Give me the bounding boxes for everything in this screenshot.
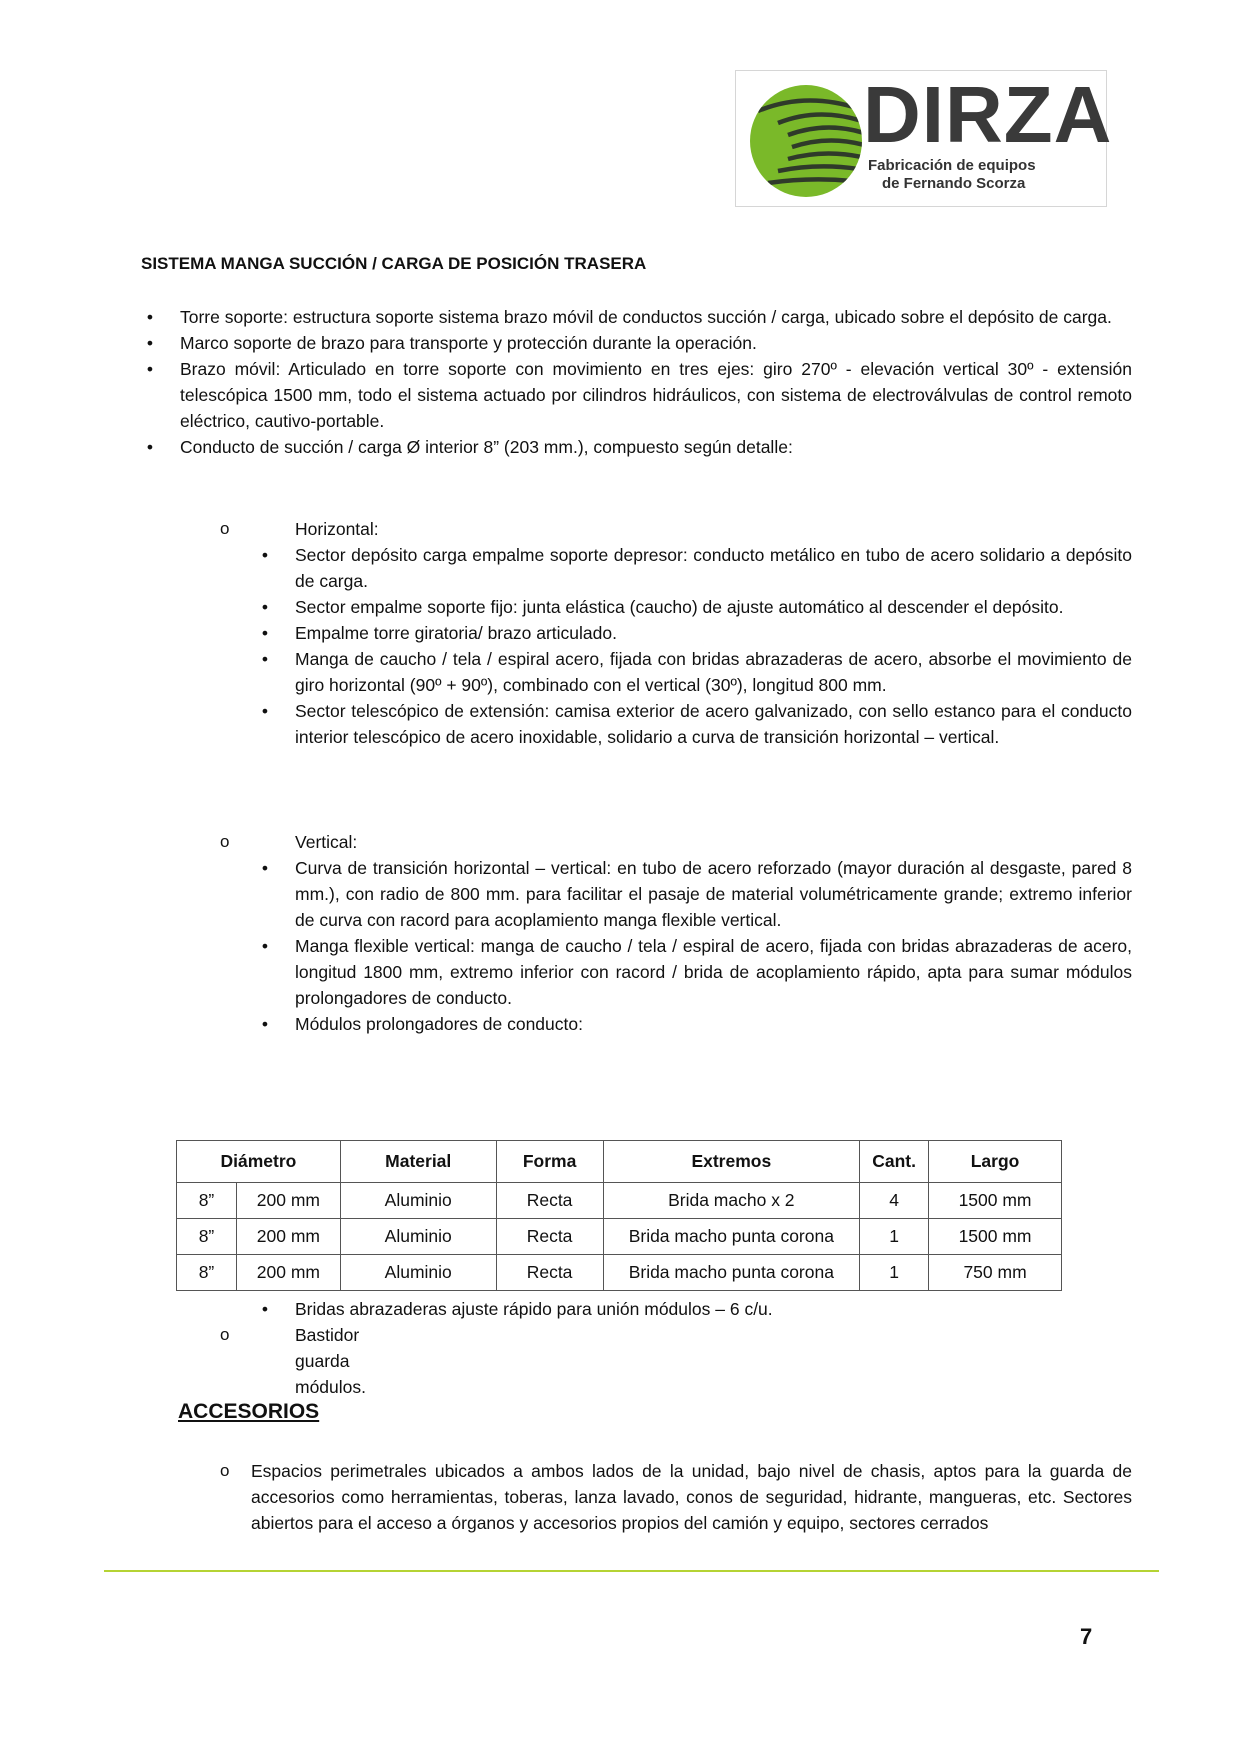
table-cell: 200 mm — [236, 1183, 340, 1219]
table-cell: 1500 mm — [929, 1183, 1062, 1219]
main-bullet-list — [146, 304, 1132, 460]
column-header: Diámetro — [177, 1141, 341, 1183]
list-item: • Conducto de succión / carga Ø interior 8” (203 mm.), compuesto según detalle: — [146, 437, 793, 457]
table-cell: Recta — [496, 1255, 603, 1291]
table-row — [177, 1183, 1062, 1219]
column-header: Cant. — [860, 1141, 929, 1183]
table-cell: Brida macho x 2 — [603, 1183, 860, 1219]
table-cell: 8” — [177, 1183, 237, 1219]
table-cell: Recta — [496, 1219, 603, 1255]
page-number: 7 — [1080, 1624, 1093, 1649]
horizontal-label: Horizontal: — [295, 519, 379, 539]
table-cell: Brida macho punta corona — [603, 1255, 860, 1291]
column-header: Largo — [929, 1141, 1062, 1183]
table-cell: 200 mm — [236, 1219, 340, 1255]
accesorios-title: ACCESORIOS — [178, 1400, 320, 1423]
table-cell: 4 — [860, 1183, 929, 1219]
table-cell: 1500 mm — [929, 1219, 1062, 1255]
list-item: • Curva de transición horizontal – vertical: en tubo de acero reforzado (mayor duración al desgaste, pared 8 mm.), con radio de 800 mm. para facilitar el pasaje de material volumétricamente grande; extremo inferior de curva con racord para acoplamiento manga flexible vertical. — [261, 858, 1132, 930]
logo-tagline-2: de Fernando Scorza — [882, 175, 1026, 192]
table-cell: 200 mm — [236, 1255, 340, 1291]
vertical-bullet-list — [261, 855, 1132, 1037]
table-cell: 1 — [860, 1219, 929, 1255]
vertical-label: Vertical: — [295, 832, 358, 852]
logo-tagline-1: Fabricación de equipos — [868, 157, 1036, 174]
footer-divider — [104, 1570, 1159, 1572]
after-table-bullet-list — [261, 1296, 1132, 1322]
list-item: • Sector telescópico de extensión: camisa exterior de acero galvanizado, con sello estanco para el conducto interior telescópico de acero inoxidable, solidario a curva de transición horizontal – vertical. — [261, 701, 1132, 747]
list-item: • Manga de caucho / tela / espiral acero, fijada con bridas abrazaderas de acero, absorbe el movimiento de giro horizontal (90º + 90º), combinado con el vertical (30º), longitud 800 mm. — [261, 649, 1132, 695]
list-item: • Módulos prolongadores de conducto: — [261, 1014, 583, 1034]
extension-modules-table — [176, 1140, 1062, 1291]
table-cell: Recta — [496, 1183, 603, 1219]
table-row — [177, 1255, 1062, 1291]
table-cell: Brida macho punta corona — [603, 1219, 860, 1255]
table-header-row — [177, 1141, 1062, 1183]
column-header: Material — [340, 1141, 496, 1183]
list-item: • Sector depósito carga empalme soporte depresor: conducto metálico en tubo de acero solidario a depósito de carga. — [261, 545, 1132, 591]
table-cell: Aluminio — [340, 1255, 496, 1291]
table-cell: 8” — [177, 1255, 237, 1291]
list-item: • Sector empalme soporte fijo: junta elástica (caucho) de ajuste automático al descender el depósito. — [261, 597, 1064, 617]
list-item: • Torre soporte: estructura soporte sistema brazo móvil de conductos succión / carga, ubicado sobre el depósito de carga. — [146, 307, 1112, 327]
horizontal-bullet-list — [261, 542, 1132, 750]
logo-globe-icon — [748, 83, 864, 199]
table-cell: 750 mm — [929, 1255, 1062, 1291]
table-row — [177, 1219, 1062, 1255]
company-logo — [735, 70, 1113, 207]
column-header: Extremos — [603, 1141, 860, 1183]
list-item: • Bridas abrazaderas ajuste rápido para unión módulos – 6 c/u. — [261, 1299, 773, 1319]
table-cell: Aluminio — [340, 1219, 496, 1255]
section-title: SISTEMA MANGA SUCCIÓN / CARGA DE POSICIÓN TRASERA — [141, 254, 647, 273]
table-cell: 1 — [860, 1255, 929, 1291]
list-item: • Manga flexible vertical: manga de caucho / tela / espiral de acero, fijada con bridas abrazaderas de acero, longitud 1800 mm, extremo inferior con racord / brida de acoplamiento rápido, apta para sumar módulos prolongadores de conducto. — [261, 936, 1132, 1008]
list-item: • Brazo móvil: Articulado en torre soporte con movimiento en tres ejes: giro 270º - elevación vertical 30º - extensión telescópica 1500 mm, todo el sistema actuado por cilindros hidráulicos, con sistema de electroválvulas de control remoto eléctrico, cautivo-portable. — [146, 359, 1132, 431]
list-item: • Marco soporte de brazo para transporte y protección durante la operación. — [146, 333, 757, 353]
table-cell: 8” — [177, 1219, 237, 1255]
logo-brand-name: DIRZA — [863, 70, 1113, 159]
accesorios-text: Espacios perimetrales ubicados a ambos lados de la unidad, bajo nivel de chasis, aptos para la guarda de accesorios como herramientas, toberas, lanza lavado, conos de seguridad, hidrante, mangueras, etc. Sectores abiertos para el acceso a órganos y accesorios propios del camión y equipo, sectores cerrados — [251, 1461, 1132, 1533]
table-cell: Aluminio — [340, 1183, 496, 1219]
document-page: DIRZA Fabricación de equipos de Fernando Scorza SISTEMA MANGA SUCCIÓN / CARGA DE POSICIÓN TRASERA • Torre soporte: estructura soporte sistema brazo móvil de conductos succión / carga, ubicado sobre el depósito de carga. • Marco soporte de brazo para transporte y protección durante la operación. • Brazo móvil: Articulado en torre soporte con movimiento en tres ejes: giro 270º - elevación vertical 30º - extensión telescópica 1500 mm, todo el sistema actuado por cilindros hidráulicos, con sistema de electroválvulas de control remoto eléctrico, cautivo-portable. • Conducto de succión / carga Ø interior 8” (203 mm.), compuesto según detalle: o Horizontal: • Sector depósito carga empalme soporte depresor: conducto metálico en tubo de acero solidario a depósito de carga. • Sector empalme soporte fijo: junta elástica (caucho) de ajuste automático al descender el depósito. • Empalme torre giratoria/ brazo articulado. • Manga de caucho / tela / espiral acero, fijada con bridas abrazaderas de acero, absorbe el movimiento de giro horizontal (90º + 90º), combinado con el vertical (30º), longitud 800 mm. • Sector telescópico de extensión: camisa exterior de acero galvanizado, con sello estanco para el conducto interior telescópico de acero inoxidable, solidario a curva de transición horizontal – vertical. o Vertical: • Curva de transición horizontal – vertical: en tubo de acero reforzado (mayor duración al desgaste, pared 8 mm.), con radio de 800 mm. para facilitar el pasaje de material volumétricamente grande; extremo inferior de curva con racord para acoplamiento manga flexible vertical. • Manga flexible vertical: manga de caucho / tela / espiral de acero, fijada con bridas abrazaderas de acero, longitud 1800 mm, extremo inferior con racord / brida de acoplamiento rápido, apta para sumar módulos prolongadores de conducto. • Módulos prolongadores de conducto: Diámetro Material Forma Extremos Cant. Largo 8” 200 mm Aluminio Recta Brida macho x 2 4 1500 mm 8” 200 mm Aluminio Recta Brida macho punta corona 1 1500 mm 8” 200 mm Aluminio Recta Brida macho punta corona 1 750 mm • Bridas abrazaderas ajuste rápido para unión módulos – 6 c/u. o Bastidor guarda módulos. ACCESORIOS o Espacios perimetrales ubicados a ambos lados de la unidad, bajo nivel de chasis, aptos para la guarda de accesorios como herramientas, toberas, lanza lavado, conos de seguridad, hidrante, mangueras, etc. Sectores abiertos para el acceso a órganos y accesorios propios del camión y equipo, sectores cerrados 7 — [0, 0, 1241, 1754]
column-header: Forma — [496, 1141, 603, 1183]
list-item: • Empalme torre giratoria/ brazo articulado. — [261, 623, 617, 643]
